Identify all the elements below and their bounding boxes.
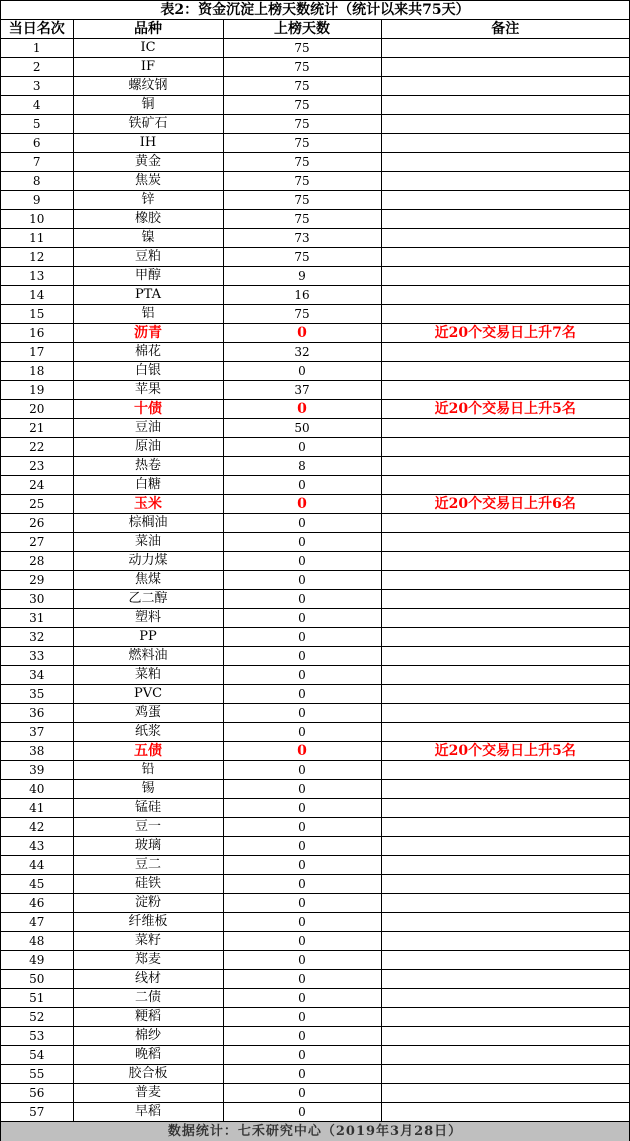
days-cell: 0 bbox=[223, 362, 381, 381]
days-cell: 75 bbox=[223, 191, 381, 210]
note-cell bbox=[381, 1103, 629, 1122]
name-cell: 铜 bbox=[73, 96, 223, 115]
rank-cell: 26 bbox=[1, 514, 73, 533]
name-cell: 镍 bbox=[73, 229, 223, 248]
rank-cell: 4 bbox=[1, 96, 73, 115]
name-cell: 粳稻 bbox=[73, 1008, 223, 1027]
table-row bbox=[1, 324, 629, 343]
note-cell bbox=[381, 343, 629, 362]
days-cell: 75 bbox=[223, 134, 381, 153]
note-cell bbox=[381, 476, 629, 495]
note-cell bbox=[381, 875, 629, 894]
name-cell: 热卷 bbox=[73, 457, 223, 476]
table-row bbox=[1, 685, 629, 704]
days-cell: 75 bbox=[223, 248, 381, 267]
rank-cell: 22 bbox=[1, 438, 73, 457]
table-row bbox=[1, 286, 629, 305]
days-cell: 0 bbox=[223, 514, 381, 533]
name-cell: 锡 bbox=[73, 780, 223, 799]
name-cell: 燃料油 bbox=[73, 647, 223, 666]
name-cell: 沥青 bbox=[73, 324, 223, 343]
note-cell bbox=[381, 438, 629, 457]
note-cell bbox=[381, 951, 629, 970]
name-cell: 鸡蛋 bbox=[73, 704, 223, 723]
note-cell bbox=[381, 723, 629, 742]
note-cell bbox=[381, 837, 629, 856]
name-cell: 焦煤 bbox=[73, 571, 223, 590]
days-cell: 32 bbox=[223, 343, 381, 362]
header-row bbox=[1, 20, 629, 39]
days-cell: 0 bbox=[223, 476, 381, 495]
days-cell: 75 bbox=[223, 39, 381, 58]
note-cell bbox=[381, 457, 629, 476]
table-row bbox=[1, 476, 629, 495]
rank-cell: 46 bbox=[1, 894, 73, 913]
table-row bbox=[1, 533, 629, 552]
name-cell: IF bbox=[73, 58, 223, 77]
days-cell: 0 bbox=[223, 913, 381, 932]
rank-cell: 30 bbox=[1, 590, 73, 609]
name-cell: 硅铁 bbox=[73, 875, 223, 894]
days-cell: 0 bbox=[223, 533, 381, 552]
ranking-table bbox=[1, 1, 629, 1141]
table-row bbox=[1, 818, 629, 837]
note-cell bbox=[381, 514, 629, 533]
table-row bbox=[1, 419, 629, 438]
table-row bbox=[1, 1084, 629, 1103]
days-cell: 0 bbox=[223, 875, 381, 894]
rank-cell: 1 bbox=[1, 39, 73, 58]
note-cell bbox=[381, 58, 629, 77]
name-cell: 铅 bbox=[73, 761, 223, 780]
rank-cell: 40 bbox=[1, 780, 73, 799]
rank-cell: 25 bbox=[1, 495, 73, 514]
rank-cell: 38 bbox=[1, 742, 73, 761]
name-cell: PVC bbox=[73, 685, 223, 704]
name-cell: 晚稻 bbox=[73, 1046, 223, 1065]
days-cell: 0 bbox=[223, 628, 381, 647]
name-cell: 原油 bbox=[73, 438, 223, 457]
name-cell: IC bbox=[73, 39, 223, 58]
table-row bbox=[1, 1065, 629, 1084]
days-cell: 50 bbox=[223, 419, 381, 438]
rank-cell: 23 bbox=[1, 457, 73, 476]
table-row bbox=[1, 457, 629, 476]
rank-cell: 49 bbox=[1, 951, 73, 970]
rank-cell: 43 bbox=[1, 837, 73, 856]
rank-cell: 28 bbox=[1, 552, 73, 571]
days-cell: 0 bbox=[223, 438, 381, 457]
note-cell bbox=[381, 229, 629, 248]
name-cell: 普麦 bbox=[73, 1084, 223, 1103]
days-cell: 0 bbox=[223, 685, 381, 704]
note-cell bbox=[381, 1027, 629, 1046]
name-cell: 甲醇 bbox=[73, 267, 223, 286]
name-cell: 菜籽 bbox=[73, 932, 223, 951]
rank-cell: 24 bbox=[1, 476, 73, 495]
table-row bbox=[1, 970, 629, 989]
rank-cell: 18 bbox=[1, 362, 73, 381]
table-row bbox=[1, 514, 629, 533]
note-cell bbox=[381, 590, 629, 609]
table-row bbox=[1, 153, 629, 172]
table-row bbox=[1, 39, 629, 58]
table-row bbox=[1, 1027, 629, 1046]
rank-cell: 42 bbox=[1, 818, 73, 837]
rank-cell: 9 bbox=[1, 191, 73, 210]
note-cell bbox=[381, 1046, 629, 1065]
table-row bbox=[1, 609, 629, 628]
name-cell: 早稻 bbox=[73, 1103, 223, 1122]
note-cell bbox=[381, 761, 629, 780]
name-cell: 黄金 bbox=[73, 153, 223, 172]
rank-cell: 35 bbox=[1, 685, 73, 704]
table-row bbox=[1, 989, 629, 1008]
days-cell: 0 bbox=[223, 951, 381, 970]
days-cell: 0 bbox=[223, 1103, 381, 1122]
rank-cell: 12 bbox=[1, 248, 73, 267]
name-cell: 豆粕 bbox=[73, 248, 223, 267]
table-title: 表2：资金沉淀上榜天数统计（统计以来共75天） bbox=[1, 1, 629, 20]
days-cell: 0 bbox=[223, 818, 381, 837]
note-cell: 近20个交易日上升5名 bbox=[381, 742, 629, 761]
rank-cell: 31 bbox=[1, 609, 73, 628]
note-cell: 近20个交易日上升5名 bbox=[381, 400, 629, 419]
rank-cell: 51 bbox=[1, 989, 73, 1008]
note-cell bbox=[381, 704, 629, 723]
days-cell: 16 bbox=[223, 286, 381, 305]
table-row bbox=[1, 229, 629, 248]
days-cell: 0 bbox=[223, 780, 381, 799]
rank-cell: 3 bbox=[1, 77, 73, 96]
table-row bbox=[1, 704, 629, 723]
note-cell bbox=[381, 894, 629, 913]
note-cell bbox=[381, 685, 629, 704]
rank-cell: 6 bbox=[1, 134, 73, 153]
name-cell: 十债 bbox=[73, 400, 223, 419]
name-cell: 菜粕 bbox=[73, 666, 223, 685]
days-cell: 75 bbox=[223, 305, 381, 324]
table-row bbox=[1, 495, 629, 514]
note-cell bbox=[381, 305, 629, 324]
table-row bbox=[1, 590, 629, 609]
days-cell: 0 bbox=[223, 647, 381, 666]
source-footer: 数据统计：七禾研究中心（2019年3月28日） bbox=[1, 1122, 629, 1141]
note-cell bbox=[381, 1008, 629, 1027]
rank-cell: 10 bbox=[1, 210, 73, 229]
header-rank: 当日名次 bbox=[1, 20, 73, 39]
days-cell: 0 bbox=[223, 970, 381, 989]
days-cell: 8 bbox=[223, 457, 381, 476]
note-cell bbox=[381, 115, 629, 134]
name-cell: 菜油 bbox=[73, 533, 223, 552]
note-cell bbox=[381, 818, 629, 837]
rank-cell: 19 bbox=[1, 381, 73, 400]
note-cell bbox=[381, 970, 629, 989]
name-cell: 白银 bbox=[73, 362, 223, 381]
header-days: 上榜天数 bbox=[223, 20, 381, 39]
rank-cell: 36 bbox=[1, 704, 73, 723]
table-row bbox=[1, 913, 629, 932]
table-row bbox=[1, 115, 629, 134]
rank-cell: 17 bbox=[1, 343, 73, 362]
table-row bbox=[1, 894, 629, 913]
rank-cell: 33 bbox=[1, 647, 73, 666]
table-row bbox=[1, 628, 629, 647]
rank-cell: 52 bbox=[1, 1008, 73, 1027]
days-cell: 75 bbox=[223, 153, 381, 172]
table-row bbox=[1, 742, 629, 761]
note-cell bbox=[381, 191, 629, 210]
name-cell: 豆二 bbox=[73, 856, 223, 875]
note-cell bbox=[381, 799, 629, 818]
name-cell: 棉纱 bbox=[73, 1027, 223, 1046]
rank-cell: 57 bbox=[1, 1103, 73, 1122]
name-cell: 锌 bbox=[73, 191, 223, 210]
rank-cell: 11 bbox=[1, 229, 73, 248]
days-cell: 0 bbox=[223, 1065, 381, 1084]
name-cell: 乙二醇 bbox=[73, 590, 223, 609]
rank-cell: 44 bbox=[1, 856, 73, 875]
days-cell: 0 bbox=[223, 856, 381, 875]
name-cell: 淀粉 bbox=[73, 894, 223, 913]
note-cell bbox=[381, 362, 629, 381]
table-row bbox=[1, 666, 629, 685]
rank-cell: 50 bbox=[1, 970, 73, 989]
table-row bbox=[1, 932, 629, 951]
note-cell bbox=[381, 1084, 629, 1103]
table-row bbox=[1, 723, 629, 742]
days-cell: 0 bbox=[223, 1046, 381, 1065]
note-cell bbox=[381, 533, 629, 552]
note-cell bbox=[381, 628, 629, 647]
table-row bbox=[1, 172, 629, 191]
footer-row bbox=[1, 1122, 629, 1141]
days-cell: 0 bbox=[223, 1008, 381, 1027]
note-cell bbox=[381, 153, 629, 172]
table-row bbox=[1, 951, 629, 970]
name-cell: 玻璃 bbox=[73, 837, 223, 856]
rank-cell: 14 bbox=[1, 286, 73, 305]
table-row bbox=[1, 210, 629, 229]
name-cell: 棉花 bbox=[73, 343, 223, 362]
note-cell bbox=[381, 913, 629, 932]
rank-cell: 15 bbox=[1, 305, 73, 324]
rank-cell: 13 bbox=[1, 267, 73, 286]
table-row bbox=[1, 362, 629, 381]
table-row bbox=[1, 77, 629, 96]
days-cell: 0 bbox=[223, 742, 381, 761]
note-cell bbox=[381, 666, 629, 685]
table-row bbox=[1, 1103, 629, 1122]
table-row bbox=[1, 1046, 629, 1065]
table-row bbox=[1, 400, 629, 419]
days-cell: 0 bbox=[223, 400, 381, 419]
days-cell: 0 bbox=[223, 1084, 381, 1103]
table-row bbox=[1, 799, 629, 818]
table-row bbox=[1, 571, 629, 590]
note-cell bbox=[381, 172, 629, 191]
note-cell bbox=[381, 932, 629, 951]
name-cell: PTA bbox=[73, 286, 223, 305]
table-row bbox=[1, 305, 629, 324]
name-cell: 郑麦 bbox=[73, 951, 223, 970]
name-cell: 纤维板 bbox=[73, 913, 223, 932]
note-cell bbox=[381, 1065, 629, 1084]
days-cell: 75 bbox=[223, 77, 381, 96]
table-row bbox=[1, 1008, 629, 1027]
table-row bbox=[1, 58, 629, 77]
name-cell: 纸浆 bbox=[73, 723, 223, 742]
note-cell bbox=[381, 248, 629, 267]
days-cell: 75 bbox=[223, 96, 381, 115]
header-note: 备注 bbox=[381, 20, 629, 39]
table-row bbox=[1, 856, 629, 875]
name-cell: 锰硅 bbox=[73, 799, 223, 818]
rank-cell: 29 bbox=[1, 571, 73, 590]
rank-cell: 8 bbox=[1, 172, 73, 191]
name-cell: 线材 bbox=[73, 970, 223, 989]
rank-cell: 7 bbox=[1, 153, 73, 172]
name-cell: PP bbox=[73, 628, 223, 647]
table-row bbox=[1, 761, 629, 780]
name-cell: 玉米 bbox=[73, 495, 223, 514]
note-cell bbox=[381, 267, 629, 286]
days-cell: 0 bbox=[223, 495, 381, 514]
rank-cell: 5 bbox=[1, 115, 73, 134]
days-cell: 0 bbox=[223, 552, 381, 571]
table-row bbox=[1, 780, 629, 799]
days-cell: 0 bbox=[223, 837, 381, 856]
name-cell: 二债 bbox=[73, 989, 223, 1008]
days-cell: 0 bbox=[223, 723, 381, 742]
note-cell bbox=[381, 609, 629, 628]
name-cell: IH bbox=[73, 134, 223, 153]
header-name: 品种 bbox=[73, 20, 223, 39]
name-cell: 铝 bbox=[73, 305, 223, 324]
rank-cell: 41 bbox=[1, 799, 73, 818]
name-cell: 苹果 bbox=[73, 381, 223, 400]
rank-cell: 34 bbox=[1, 666, 73, 685]
days-cell: 0 bbox=[223, 324, 381, 343]
rank-cell: 55 bbox=[1, 1065, 73, 1084]
table-row bbox=[1, 875, 629, 894]
title-row bbox=[1, 1, 629, 20]
days-cell: 9 bbox=[223, 267, 381, 286]
table-row bbox=[1, 647, 629, 666]
note-cell bbox=[381, 134, 629, 153]
days-cell: 37 bbox=[223, 381, 381, 400]
days-cell: 0 bbox=[223, 1027, 381, 1046]
table-row bbox=[1, 381, 629, 400]
days-cell: 75 bbox=[223, 115, 381, 134]
name-cell: 白糖 bbox=[73, 476, 223, 495]
note-cell bbox=[381, 419, 629, 438]
days-cell: 75 bbox=[223, 210, 381, 229]
table-row bbox=[1, 248, 629, 267]
days-cell: 0 bbox=[223, 894, 381, 913]
days-cell: 0 bbox=[223, 590, 381, 609]
rank-cell: 16 bbox=[1, 324, 73, 343]
name-cell: 铁矿石 bbox=[73, 115, 223, 134]
note-cell bbox=[381, 856, 629, 875]
note-cell bbox=[381, 647, 629, 666]
table-row bbox=[1, 343, 629, 362]
days-cell: 0 bbox=[223, 571, 381, 590]
name-cell: 橡胶 bbox=[73, 210, 223, 229]
table-row bbox=[1, 837, 629, 856]
note-cell bbox=[381, 210, 629, 229]
note-cell bbox=[381, 571, 629, 590]
name-cell: 五债 bbox=[73, 742, 223, 761]
rank-cell: 53 bbox=[1, 1027, 73, 1046]
note-cell bbox=[381, 552, 629, 571]
table-row bbox=[1, 438, 629, 457]
rank-cell: 56 bbox=[1, 1084, 73, 1103]
note-cell bbox=[381, 77, 629, 96]
note-cell bbox=[381, 989, 629, 1008]
rank-cell: 21 bbox=[1, 419, 73, 438]
days-cell: 73 bbox=[223, 229, 381, 248]
table-row bbox=[1, 552, 629, 571]
note-cell bbox=[381, 780, 629, 799]
days-cell: 0 bbox=[223, 989, 381, 1008]
note-cell bbox=[381, 381, 629, 400]
table-row bbox=[1, 191, 629, 210]
days-cell: 0 bbox=[223, 932, 381, 951]
rank-cell: 45 bbox=[1, 875, 73, 894]
rank-cell: 20 bbox=[1, 400, 73, 419]
note-cell bbox=[381, 286, 629, 305]
rank-cell: 39 bbox=[1, 761, 73, 780]
note-cell: 近20个交易日上升6名 bbox=[381, 495, 629, 514]
days-cell: 0 bbox=[223, 666, 381, 685]
rank-cell: 48 bbox=[1, 932, 73, 951]
days-cell: 0 bbox=[223, 799, 381, 818]
note-cell bbox=[381, 39, 629, 58]
rank-cell: 37 bbox=[1, 723, 73, 742]
rank-cell: 27 bbox=[1, 533, 73, 552]
name-cell: 动力煤 bbox=[73, 552, 223, 571]
rank-cell: 47 bbox=[1, 913, 73, 932]
name-cell: 豆油 bbox=[73, 419, 223, 438]
name-cell: 塑料 bbox=[73, 609, 223, 628]
name-cell: 螺纹钢 bbox=[73, 77, 223, 96]
name-cell: 胶合板 bbox=[73, 1065, 223, 1084]
table-row bbox=[1, 267, 629, 286]
days-cell: 75 bbox=[223, 172, 381, 191]
days-cell: 0 bbox=[223, 704, 381, 723]
table-row bbox=[1, 134, 629, 153]
note-cell bbox=[381, 96, 629, 115]
days-cell: 0 bbox=[223, 609, 381, 628]
note-cell: 近20个交易日上升7名 bbox=[381, 324, 629, 343]
name-cell: 焦炭 bbox=[73, 172, 223, 191]
rank-cell: 32 bbox=[1, 628, 73, 647]
days-cell: 0 bbox=[223, 761, 381, 780]
table-row bbox=[1, 96, 629, 115]
name-cell: 豆一 bbox=[73, 818, 223, 837]
name-cell: 棕榈油 bbox=[73, 514, 223, 533]
rank-cell: 2 bbox=[1, 58, 73, 77]
rank-cell: 54 bbox=[1, 1046, 73, 1065]
days-cell: 75 bbox=[223, 58, 381, 77]
